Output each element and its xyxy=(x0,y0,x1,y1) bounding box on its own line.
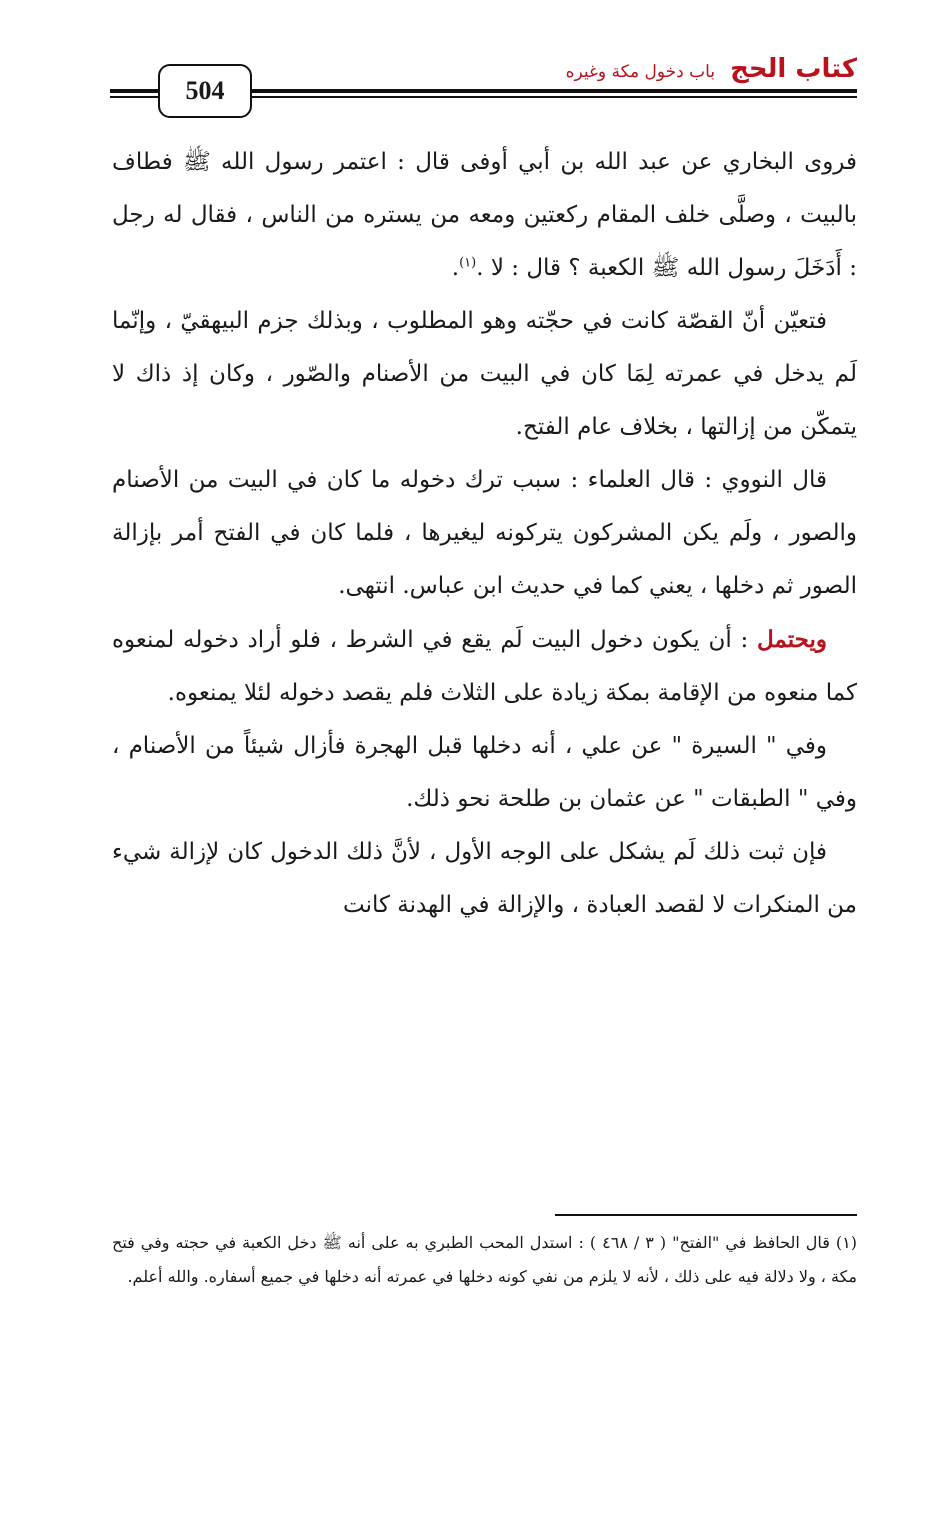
paragraph-4 xyxy=(112,613,857,720)
running-title xyxy=(566,54,857,84)
page-header xyxy=(110,50,857,122)
paragraph-2: فتعيّن أنّ القصّة كانت في حجّته وهو المطلوب ، وبذلك جزم البيهقيّ ، وإنّما لَم يدخل في عمرته لِمَا كان في البيت من الأصنام والصّور ، وكان إذ ذاك لا يتمكّن من إزالتها ، بخلاف عام الفتح. xyxy=(112,308,857,440)
paragraph-5: وفي " السيرة " عن علي ، أنه دخلها قبل الهجرة فأزال شيئاً من الأصنام ، وفي " الطبقات " عن عثمان بن طلحة نحو ذلك. xyxy=(112,733,857,812)
paragraph-6: فإن ثبت ذلك لَم يشكل على الوجه الأول ، لأنَّ ذلك الدخول كان لإزالة شيء من المنكرات لا لقصد العبادة ، والإزالة في الهدنة كانت xyxy=(112,839,857,918)
footnote-separator xyxy=(555,1214,857,1216)
paragraph-4-text: : أن يكون دخول البيت لَم يقع في الشرط ، فلو أراد دخوله لمنعوه كما منعوه من الإقامة بمكة زيادة على الثلاث فلم يقصد دخوله لئلا يمنعوه. xyxy=(112,627,857,706)
chapter-title: باب دخول مكة وغيره xyxy=(565,62,716,82)
page-number: 504 xyxy=(158,64,252,118)
book-title: كتاب الحج xyxy=(730,54,857,84)
main-text xyxy=(112,136,857,932)
footnote xyxy=(112,1226,857,1294)
footnote-text: (١) قال الحافظ في "الفتح" ( ٣ / ٤٦٨ ) : استدل المحب الطبري به على أنه ﷺ دخل الكعبة في حجته وفي فتح مكة ، ولا دلالة فيه على ذلك ، لأنه لا يلزم من نفي كونه دخلها في عمرته أنه دخلها في جميع أسفاره. والله أعلم. xyxy=(112,1233,857,1286)
paragraph-1: فروى البخاري عن عبد الله بن أبي أوفى قال : اعتمر رسول الله ﷺ فطاف بالبيت ، وصلَّى خلف المقام ركعتين ومعه من يستره من الناس ، فقال له رجل : أَدَخَلَ رسول الله ﷺ الكعبة ؟ قال : لا .$^{(١)}$. xyxy=(112,149,857,281)
footnote-reference: (١) xyxy=(459,255,477,271)
paragraph-3: قال النووي : قال العلماء : سبب ترك دخوله ما كان في البيت من الأصنام والصور ، ولَم يكن المشركون يتركونه ليغيرها ، فلما كان في الفتح أمر بإزالة الصور ثم دخلها ، يعني كما في حديث ابن عباس. انتهى. xyxy=(112,467,857,599)
emphasis-word: ويحتمل xyxy=(756,626,827,653)
paragraph-1-text: فروى البخاري عن عبد الله بن أبي أوفى قال : اعتمر رسول الله ﷺ فطاف بالبيت ، وصلَّى خلف المقام ركعتين ومعه من يستره من الناس ، فقال له رجل : أَدَخَلَ رسول الله ﷺ الكعبة ؟ قال : لا . xyxy=(112,149,857,281)
